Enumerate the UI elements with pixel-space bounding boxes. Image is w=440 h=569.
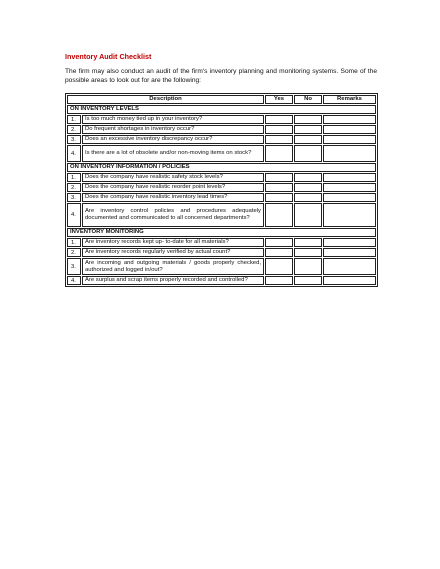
table-header-row — [67, 95, 376, 104]
remarks-cell[interactable] — [323, 238, 376, 247]
yes-cell[interactable] — [265, 248, 293, 257]
section-row — [67, 105, 376, 114]
remarks-cell[interactable] — [323, 276, 376, 285]
remarks-cell[interactable] — [323, 145, 376, 162]
yes-cell[interactable] — [265, 125, 293, 134]
table-row — [67, 258, 376, 275]
table-row — [67, 125, 376, 134]
no-cell[interactable] — [294, 248, 322, 257]
item-question: Does the company have realistic inventory lead times? — [82, 193, 264, 202]
table-row — [67, 203, 376, 227]
no-cell[interactable] — [294, 125, 322, 134]
yes-cell[interactable] — [265, 173, 293, 182]
no-cell[interactable] — [294, 258, 322, 275]
no-cell[interactable] — [294, 203, 322, 227]
yes-cell[interactable] — [265, 238, 293, 247]
no-cell[interactable] — [294, 135, 322, 144]
audit-checklist-table — [65, 93, 378, 287]
item-question: Are inventory control policies and procedures adequately documented and communicated to all concerned departments? — [82, 203, 264, 227]
table-row — [67, 193, 376, 202]
description-header: Description — [67, 95, 264, 104]
no-cell[interactable] — [294, 115, 322, 124]
item-question: Are incoming and outgoing materials / goods properly checked, authorized and logged in/out? — [82, 258, 264, 275]
item-question: Does the company have realistic reorder point levels? — [82, 183, 264, 192]
item-number: 3. — [67, 258, 81, 275]
yes-header: Yes — [265, 95, 293, 104]
section-title: ON INVENTORY INFORMATION / POLICIES — [67, 163, 376, 172]
yes-cell[interactable] — [265, 183, 293, 192]
table-row — [67, 276, 376, 285]
item-question: Does the company have realistic safety stock levels? — [82, 173, 264, 182]
table-row — [67, 173, 376, 182]
remarks-cell[interactable] — [323, 125, 376, 134]
remarks-cell[interactable] — [323, 193, 376, 202]
section-row — [67, 228, 376, 237]
table-row — [67, 135, 376, 144]
section-title: INVENTORY MONITORING — [67, 228, 376, 237]
item-question: Are inventory records regularly verified by actual count? — [82, 248, 264, 257]
remarks-cell[interactable] — [323, 173, 376, 182]
remarks-header: Remarks — [323, 95, 376, 104]
remarks-cell[interactable] — [323, 115, 376, 124]
item-question: Is there are a lot of obsolete and/or non-moving items on stock? — [82, 145, 264, 162]
table-row — [67, 145, 376, 162]
remarks-cell[interactable] — [323, 135, 376, 144]
item-number: 4. — [67, 145, 81, 162]
remarks-cell[interactable] — [323, 248, 376, 257]
table-row — [67, 248, 376, 257]
remarks-cell[interactable] — [323, 258, 376, 275]
yes-cell[interactable] — [265, 193, 293, 202]
table-row — [67, 115, 376, 124]
yes-cell[interactable] — [265, 258, 293, 275]
no-cell[interactable] — [294, 238, 322, 247]
item-question: Are inventory records kept up- to-date for all materials? — [82, 238, 264, 247]
no-cell[interactable] — [294, 145, 322, 162]
item-number: 1. — [67, 238, 81, 247]
item-number: 1. — [67, 115, 81, 124]
item-number: 1. — [67, 173, 81, 182]
item-number: 4. — [67, 203, 81, 227]
no-header: No — [294, 95, 322, 104]
item-question: Do frequent shortages in inventory occur? — [82, 125, 264, 134]
item-question: Is too much money tied up in your inventory? — [82, 115, 264, 124]
table-row — [67, 183, 376, 192]
yes-cell[interactable] — [265, 135, 293, 144]
item-number: 2. — [67, 183, 81, 192]
remarks-cell[interactable] — [323, 183, 376, 192]
section-title: ON INVENTORY LEVELS — [67, 105, 376, 114]
no-cell[interactable] — [294, 183, 322, 192]
item-number: 2. — [67, 125, 81, 134]
no-cell[interactable] — [294, 193, 322, 202]
remarks-cell[interactable] — [323, 203, 376, 227]
item-number: 3. — [67, 135, 81, 144]
yes-cell[interactable] — [265, 276, 293, 285]
item-number: 4. — [67, 276, 81, 285]
yes-cell[interactable] — [265, 145, 293, 162]
document-title: Inventory Audit Checklist — [65, 52, 152, 61]
item-number: 3. — [67, 193, 81, 202]
no-cell[interactable] — [294, 173, 322, 182]
table-row — [67, 238, 376, 247]
yes-cell[interactable] — [265, 203, 293, 227]
section-row — [67, 163, 376, 172]
no-cell[interactable] — [294, 276, 322, 285]
item-number: 2. — [67, 248, 81, 257]
intro-paragraph: The firm may also conduct an audit of the firm's inventory planning and monitoring systems. Some of the possible areas to look out for are the following: — [65, 68, 377, 84]
item-question: Does an excessive inventory discrepancy occur? — [82, 135, 264, 144]
item-question: Are surplus and scrap items properly recorded and controlled? — [82, 276, 264, 285]
yes-cell[interactable] — [265, 115, 293, 124]
